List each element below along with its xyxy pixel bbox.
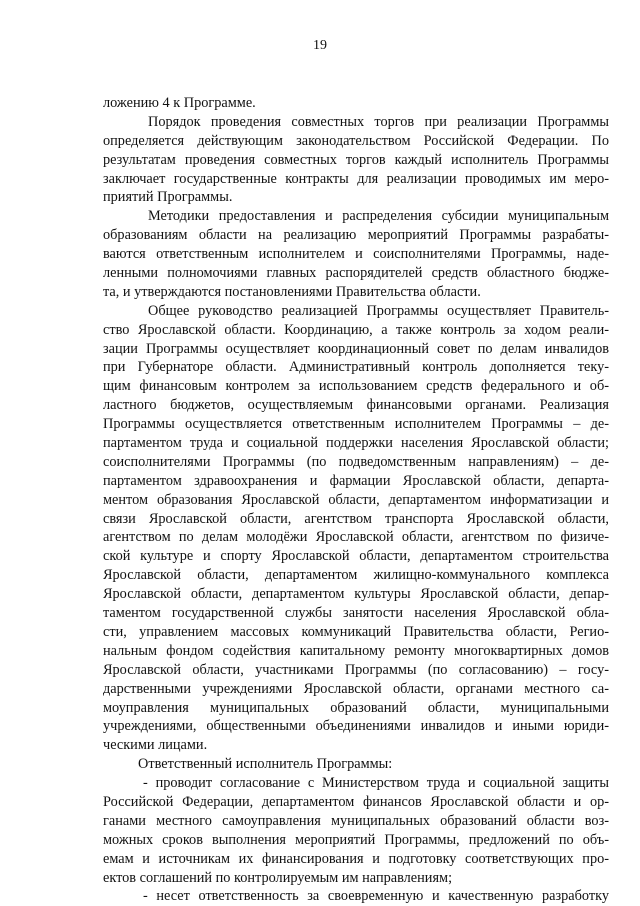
text-line: ектов соглашений по контролируемым им направлениям; — [103, 869, 453, 886]
text-line: Методики предоставления и распределения субсидии муниципальным — [148, 208, 609, 225]
text-line: дарственными учреждениями Ярославской области, органами местного са- — [103, 680, 609, 697]
text-line: при Губернаторе области. Административный контроль дополняется теку- — [103, 359, 609, 376]
text-line: нальным фондом содействия капитальному ремонту многоквартирных домов — [103, 642, 609, 659]
text-line: агентством по делам молодёжи Ярославской области, агентством по физиче- — [103, 529, 609, 546]
text-line: ваются ответственным исполнителем и соисполнителями Программы, наде- — [103, 246, 609, 263]
text-line: - несет ответственность за своевременную и качественную разработку — [143, 888, 609, 905]
text-line: Порядок проведения совместных торгов при реализации Программы — [148, 113, 609, 130]
text-line: щим финансовым контролем за использованием средств федерального и об- — [103, 378, 609, 395]
text-line: сти, управлением массовых коммуникаций Правительства области, Регио- — [103, 623, 609, 640]
text-line: Российской Федерации, департаментом финансов Ярославской области и ор- — [103, 793, 609, 810]
text-line: заключает государственные контракты для реализации проводимых им меро- — [103, 170, 609, 187]
text-line: ганами местного самоуправления муниципальных образований области воз- — [103, 812, 609, 829]
document-body — [103, 94, 609, 906]
text-line: учреждениями, общественными объединениями инвалидов и иными юриди- — [103, 718, 609, 735]
text-line: ластного бюджетов, осуществляемым финансовыми органами. Реализация — [103, 397, 609, 414]
text-line: соисполнителями Программы (по подведомственным направлениям) – де- — [103, 453, 609, 470]
text-line: ментом образования Ярославской области, департаментом информатизации и — [103, 491, 609, 508]
text-line: Ответственный исполнитель Программы: — [138, 756, 393, 773]
text-line: приятий Программы. — [103, 189, 233, 206]
text-line: Программы осуществляется ответственным исполнителем Программы – де- — [103, 416, 609, 433]
text-line: ческими лицами. — [103, 737, 208, 754]
text-line: образованиям области на реализацию мероприятий Программы разрабаты- — [103, 227, 609, 244]
text-line: ской культуре и спорту Ярославской области, департаментом строительства — [103, 548, 609, 565]
text-line: таментом государственной службы занятости населения Ярославской обла- — [103, 605, 609, 622]
text-line: емам и источникам их финансирования и подготовку соответствующих про- — [103, 850, 609, 867]
text-line: ленными полномочиями главных распорядителей средств областного бюдже- — [103, 265, 609, 282]
text-line: Ярославской области, департаментом жилищно-коммунального комплекса — [103, 567, 609, 584]
text-line: партаментом здравоохранения и фармации Ярославской области, департа- — [103, 472, 609, 489]
text-line: можных сроков выполнения мероприятий Программы, предложений по объ- — [103, 831, 609, 848]
text-line: партаментом труда и социальной поддержки населения Ярославской области; — [103, 435, 609, 452]
text-line: определяется действующим законодательством Российской Федерации. По — [103, 132, 609, 149]
page-number: 19 — [313, 38, 327, 53]
text-line: та, и утверждаются постановлениями Правительства области. — [103, 283, 481, 300]
text-line: результатам проведения совместных торгов каждый исполнитель Программы — [103, 151, 609, 168]
text-line: - проводит согласование с Министерством труда и социальной защиты — [143, 775, 609, 792]
text-line: Общее руководство реализацией Программы осуществляет Правитель- — [148, 302, 609, 319]
text-line: Ярославской области, участниками Программы (по согласованию) – госу- — [103, 661, 609, 678]
text-line: Ярославской области, департаментом культуры Ярославской области, депар- — [103, 586, 609, 603]
text-line: ство Ярославской области. Координацию, а также контроль за ходом реали- — [103, 321, 609, 338]
text-line: зации Программы осуществляет координационный совет по делам инвалидов — [103, 340, 609, 357]
text-line: моуправления муниципальных образований области, муниципальными — [103, 699, 609, 716]
text-line: ложению 4 к Программе. — [103, 95, 256, 111]
text-line: связи Ярославской области, агентством транспорта Ярославской области, — [103, 510, 609, 527]
